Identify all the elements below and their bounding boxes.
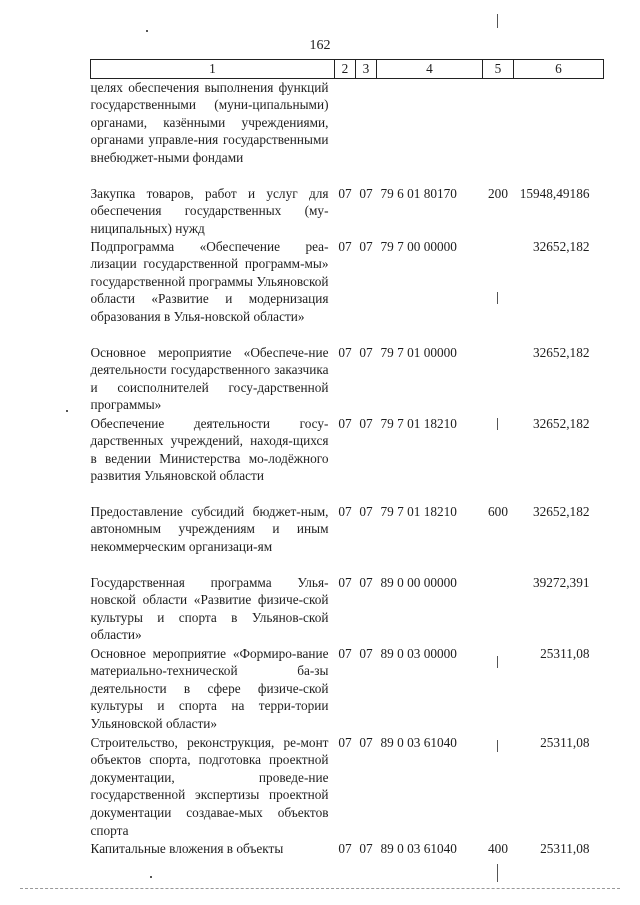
row-podrazdel: 07 [359, 238, 373, 254]
row-name: Подпрограмма «Обеспечение реа-лизации государственной программ-мы» государственной программы Ульяновской области «Развитие и модернизация образования в Улья-новской области» [90, 238, 329, 324]
row-vr [483, 734, 514, 840]
row-podrazdel: 07 [359, 734, 373, 750]
row-vr [483, 645, 514, 734]
scan-bottom-edge [20, 888, 620, 889]
table-row [91, 645, 604, 734]
scan-speck [150, 876, 152, 878]
row-vr [483, 574, 514, 645]
header-col-3: 3 [356, 60, 377, 79]
row-sum: 32652,182 [532, 503, 590, 519]
row-podrazdel: 07 [359, 574, 373, 590]
scan-speck [497, 864, 498, 882]
scan-speck [66, 410, 68, 412]
row-name: Государственная программа Улья-новской области «Развитие физиче-ской культуры и спорта в Ульянов-ской области» [90, 574, 329, 643]
row-name: Предоставление субсидий бюджет-ным, автономным учреждениям и иным некоммерческим организаци-ям [90, 503, 329, 554]
table-row [91, 503, 604, 574]
table-row [91, 734, 604, 840]
row-sum: 32652,182 [532, 415, 590, 431]
row-vr [483, 415, 514, 503]
header-col-2: 2 [335, 60, 356, 79]
header-col-1: 1 [91, 60, 335, 79]
scan-speck [497, 14, 498, 28]
row-sum: 15948,49186 [519, 185, 590, 201]
row-glava: 07 [338, 238, 352, 254]
row-sum: 25311,08 [540, 840, 590, 856]
row-podrazdel: 07 [359, 840, 373, 856]
scan-speck [497, 740, 498, 752]
row-podrazdel: 07 [359, 503, 373, 519]
row-name: Капитальные вложения в объекты [90, 840, 284, 856]
row-sum: 25311,08 [540, 645, 590, 661]
table-row [91, 574, 604, 645]
row-podrazdel: 07 [359, 645, 373, 661]
row-csr: 79 7 01 00000 [380, 344, 457, 360]
row-glava: 07 [338, 344, 352, 360]
budget-table [90, 59, 604, 860]
row-name: Закупка товаров, работ и услуг для обеспечения государственных (му-ниципальных) нужд [90, 185, 329, 236]
row-glava: 07 [338, 415, 352, 431]
table-row [91, 840, 604, 860]
row-csr: 79 7 01 18210 [380, 415, 457, 431]
row-glava [335, 78, 356, 185]
row-csr: 89 0 03 61040 [380, 840, 457, 856]
row-csr: 89 0 03 00000 [380, 645, 457, 661]
row-csr: 89 0 03 61040 [380, 734, 457, 750]
row-glava: 07 [338, 734, 352, 750]
row-sum: 25311,08 [540, 734, 590, 750]
row-podrazdel: 07 [359, 344, 373, 360]
scan-speck [497, 418, 498, 430]
row-sum: 32652,182 [532, 344, 590, 360]
row-csr: 79 6 01 80170 [380, 185, 457, 201]
row-glava: 07 [338, 503, 352, 519]
row-name: целях обеспечения выполнения функций государственными (муни-ципальными) органами, казёнными учреждениями, органами управле-ния государственными внебюджет-ными фондами [90, 79, 329, 165]
row-sum [514, 78, 604, 185]
row-csr: 89 0 00 00000 [380, 574, 457, 590]
table-row [91, 185, 604, 238]
header-row [91, 60, 604, 79]
row-name: Основное мероприятие «Формиро-вание материально-технической ба-зы деятельности в сфере физиче-ской культуры и спорта на терри-тории Ульяновской области» [90, 645, 329, 731]
row-sum: 32652,182 [532, 238, 590, 254]
row-vr [483, 344, 514, 415]
row-glava: 07 [338, 574, 352, 590]
row-podrazdel: 07 [359, 415, 373, 431]
row-vr: 600 [488, 503, 508, 519]
row-csr: 79 7 00 00000 [380, 238, 457, 254]
row-name: Основное мероприятие «Обеспече-ние деятельности государственного заказчика и соисполнителей госу-дарственной программы» [90, 344, 329, 413]
row-sum: 39272,391 [532, 574, 590, 590]
header-col-4: 4 [377, 60, 483, 79]
row-vr [483, 78, 514, 185]
header-col-5: 5 [483, 60, 514, 79]
row-csr [377, 78, 483, 185]
row-glava: 07 [338, 645, 352, 661]
row-podrazdel [356, 78, 377, 185]
row-podrazdel: 07 [359, 185, 373, 201]
row-csr: 79 7 01 18210 [380, 503, 457, 519]
row-vr [483, 238, 514, 344]
table-row [91, 344, 604, 415]
row-name: Строительство, реконструкция, ре-монт объектов спорта, подготовка проектной документации, проведе-ние государственной экспертизы проектной документации создавае-мых объектов спорта [90, 734, 329, 838]
header-col-6: 6 [514, 60, 604, 79]
table-row [91, 415, 604, 503]
row-name: Обеспечение деятельности госу-дарственных учреждений, находя-щихся в ведении Министерства мо-лодёжного развития Ульяновской области [90, 415, 329, 484]
row-glava: 07 [338, 185, 352, 201]
page-number: 162 [309, 38, 331, 53]
row-glava: 07 [338, 840, 352, 856]
row-vr: 400 [488, 840, 508, 856]
scan-speck [497, 292, 498, 304]
scan-speck [497, 656, 498, 668]
table-row [91, 78, 604, 185]
table-row [91, 238, 604, 344]
scan-speck [146, 30, 148, 32]
row-vr: 200 [488, 185, 508, 201]
